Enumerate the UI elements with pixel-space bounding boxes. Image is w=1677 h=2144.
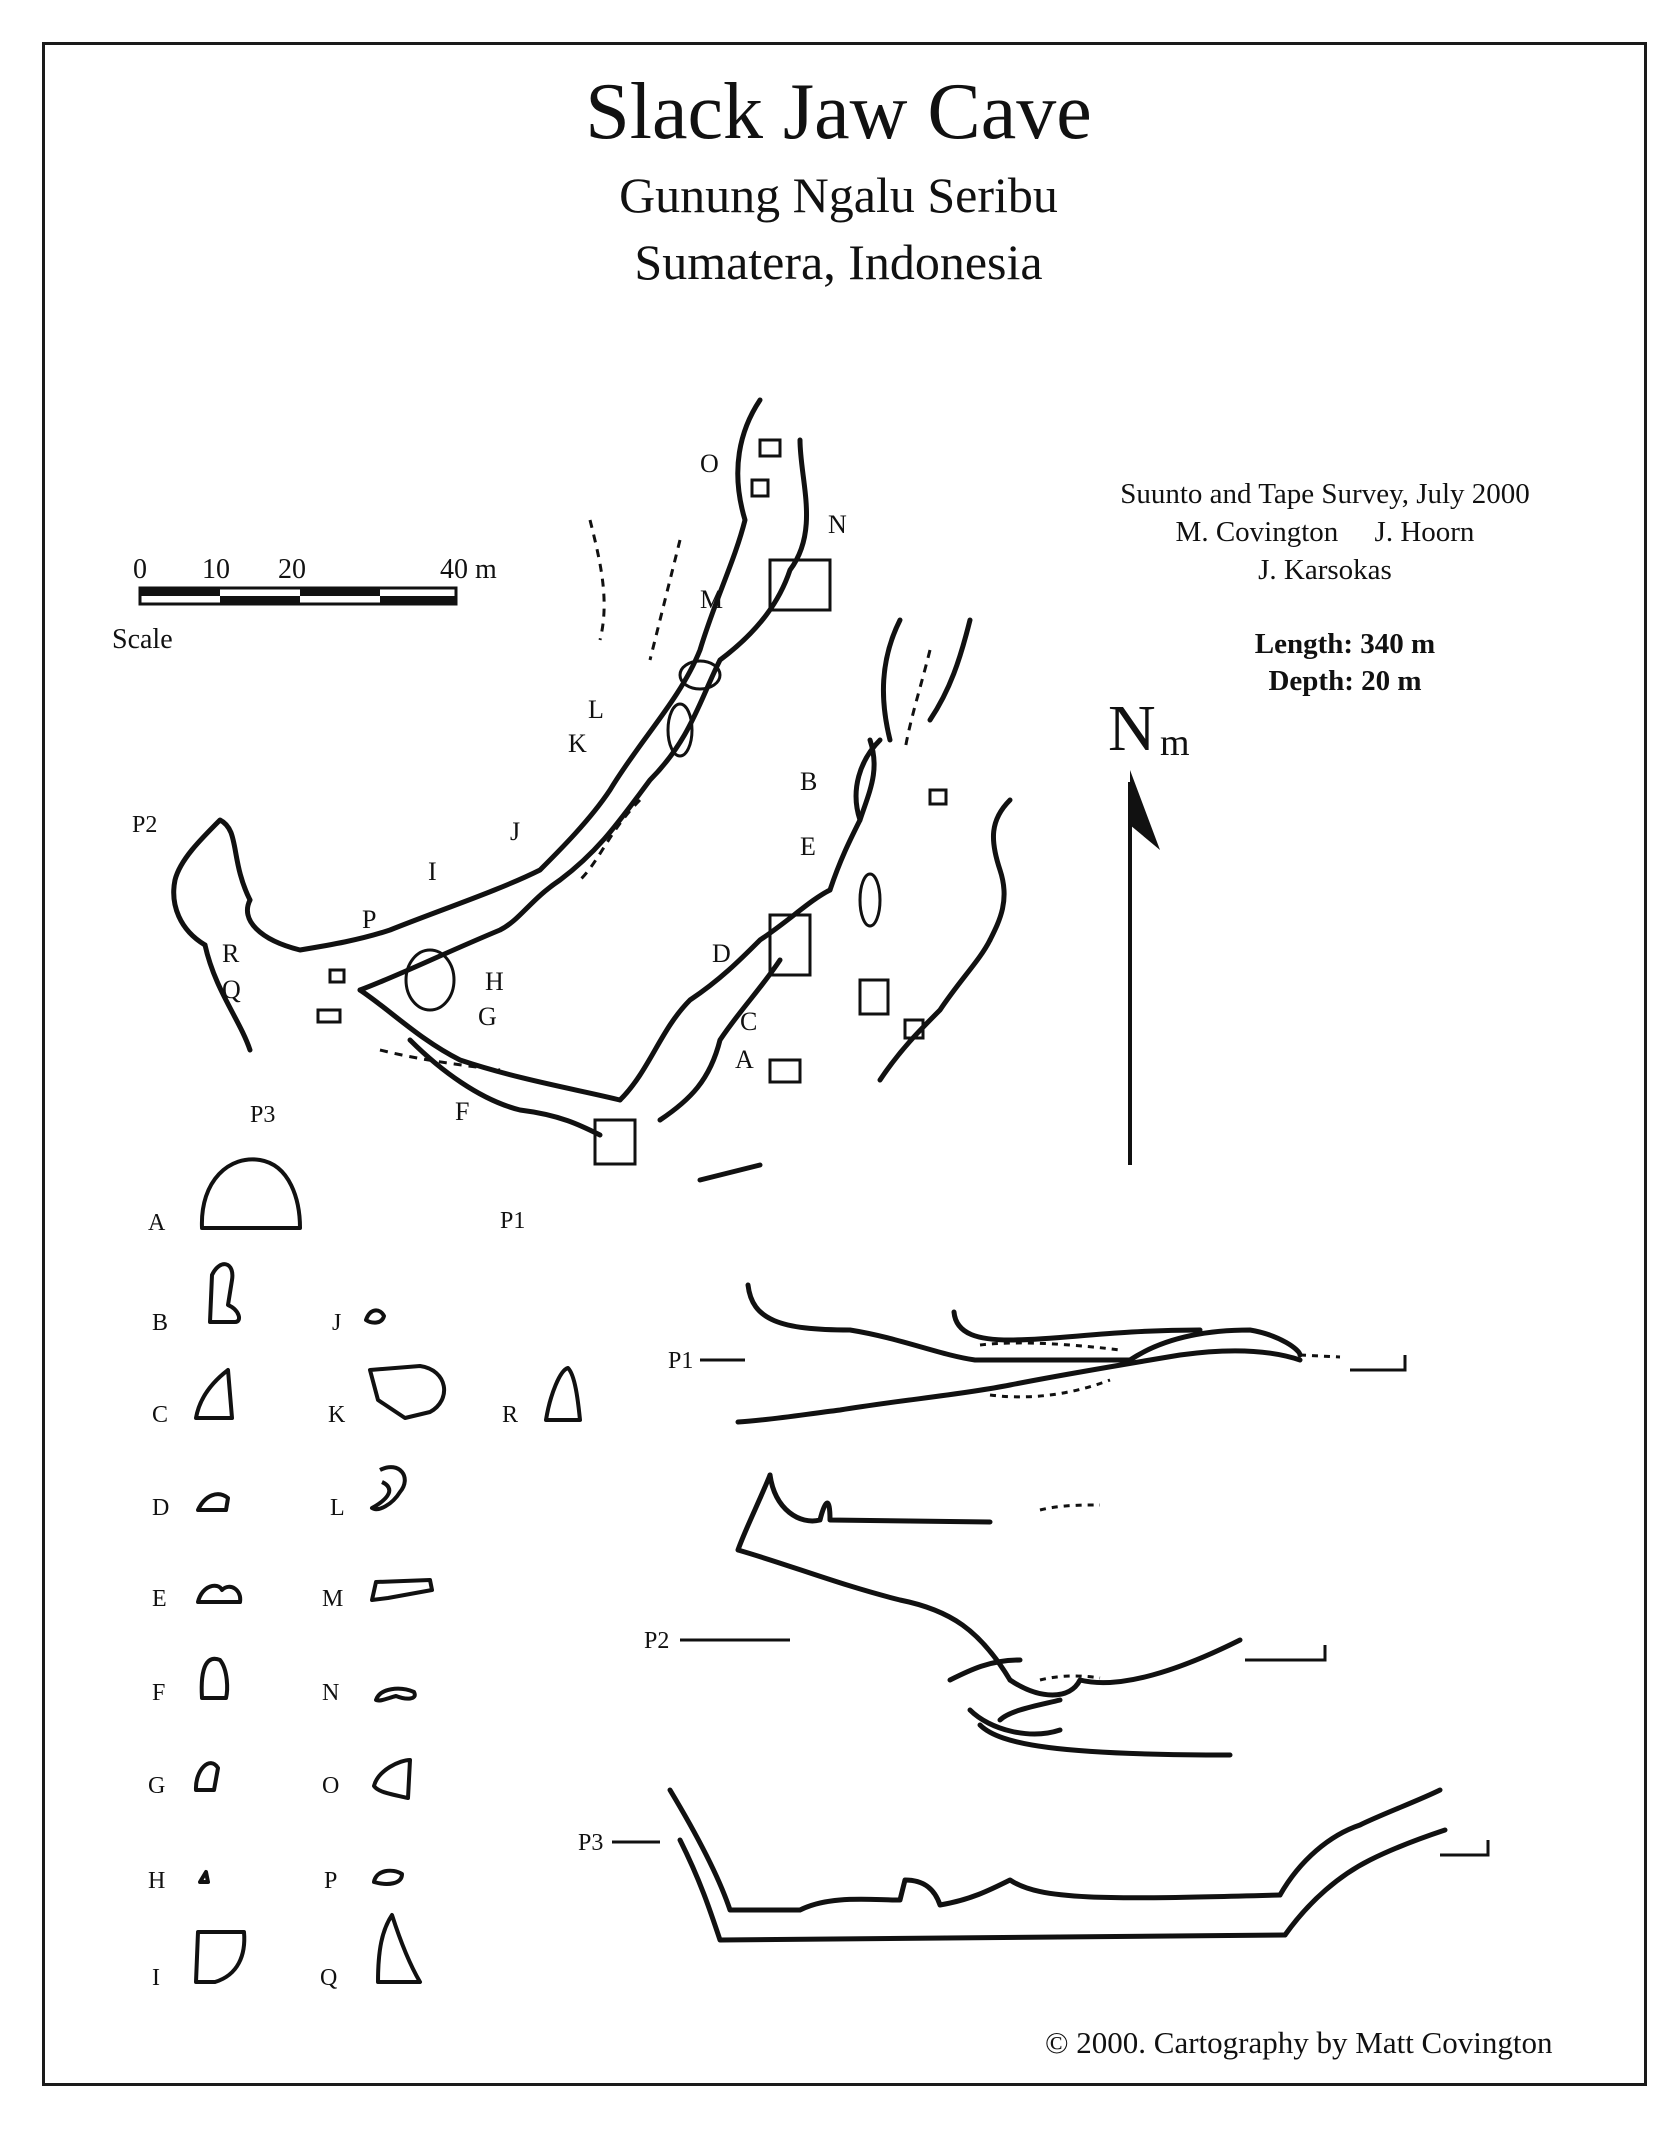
station-label-i: I [428, 857, 437, 886]
cross-section-p: P [324, 1868, 338, 1894]
profile-end-markers [612, 1355, 1488, 1855]
plan-label-p3: P3 [250, 1102, 276, 1128]
station-label-b: B [800, 767, 818, 796]
north-subscript: m [1160, 722, 1190, 764]
station-label-a: A [735, 1045, 754, 1074]
station-label-d: D [712, 939, 731, 968]
cave-plan-dashed [380, 520, 930, 1070]
map-subtitle-region: Gunung Ngalu Seribu [619, 167, 1058, 223]
profile-labels [578, 1348, 693, 1856]
cross-section-shapes [196, 1159, 580, 1982]
survey-method: Suunto and Tape Survey, July 2000 [1120, 478, 1530, 510]
cross-section-d: D [152, 1495, 170, 1521]
cross-section-c: C [152, 1402, 169, 1428]
plan-label-p2: P2 [132, 812, 158, 838]
cross-section-k: K [328, 1402, 346, 1428]
station-label-l: L [588, 695, 604, 724]
map-title: Slack Jaw Cave [585, 68, 1092, 156]
station-label-h: H [485, 967, 504, 996]
station-label-g: G [478, 1002, 497, 1031]
cross-section-m: M [322, 1586, 344, 1612]
station-label-q: Q [222, 975, 241, 1004]
north-letter: N [1108, 692, 1156, 765]
profile-label-p1: P1 [668, 1348, 694, 1374]
cross-section-a: A [148, 1210, 166, 1236]
scale-tick-0: 0 [133, 554, 147, 585]
cross-section-e: E [152, 1586, 167, 1612]
map-subtitle-country: Sumatera, Indonesia [634, 234, 1043, 290]
cross-section-n: N [322, 1680, 340, 1706]
cross-section-g: G [148, 1773, 166, 1799]
scale-tick-20: 20 [278, 554, 306, 585]
cross-section-b: B [152, 1310, 169, 1336]
station-label-k: K [568, 729, 587, 758]
station-label-r: R [222, 939, 240, 968]
scale-label: Scale [112, 624, 173, 655]
cross-section-f: F [152, 1680, 166, 1706]
cross-section-j: J [332, 1310, 342, 1336]
station-label-n: N [828, 510, 847, 539]
surveyors-line-2: J. Karsokas [1258, 554, 1392, 586]
profile-dashed-sections [980, 1343, 1340, 1680]
profile-drawings [670, 1285, 1445, 1940]
cave-length: Length: 340 m [1254, 628, 1436, 660]
station-label-o: O [700, 449, 719, 478]
station-label-c: C [740, 1007, 758, 1036]
station-label-e: E [800, 832, 816, 861]
plan-label-p1: P1 [500, 1208, 526, 1234]
scale-tick-40: 40 m [440, 554, 497, 585]
cross-section-h: H [148, 1868, 166, 1894]
north-arrow [1108, 692, 1190, 1165]
cross-section-i: I [152, 1965, 160, 1991]
station-label-f: F [455, 1097, 470, 1126]
station-label-p: P [362, 905, 377, 934]
cave-plan [174, 400, 1010, 1180]
cross-section-r: R [502, 1402, 519, 1428]
surveyors-line-1: M. Covington J. Hoorn [1175, 516, 1475, 548]
station-label-j: J [510, 817, 521, 846]
cross-section-o: O [322, 1773, 340, 1799]
cross-section-l: L [330, 1495, 345, 1521]
copyright-credit: © 2000. Cartography by Matt Covington [1045, 2025, 1553, 2060]
profile-label-p2: P2 [644, 1628, 670, 1654]
scale-tick-10: 10 [202, 554, 230, 585]
profile-label-p3: P3 [578, 1830, 604, 1856]
cross-section-q: Q [320, 1965, 338, 1991]
station-label-m: M [700, 585, 724, 614]
scale-bar [112, 554, 497, 655]
cave-depth: Depth: 20 m [1268, 665, 1422, 697]
station-labels [222, 449, 847, 1126]
